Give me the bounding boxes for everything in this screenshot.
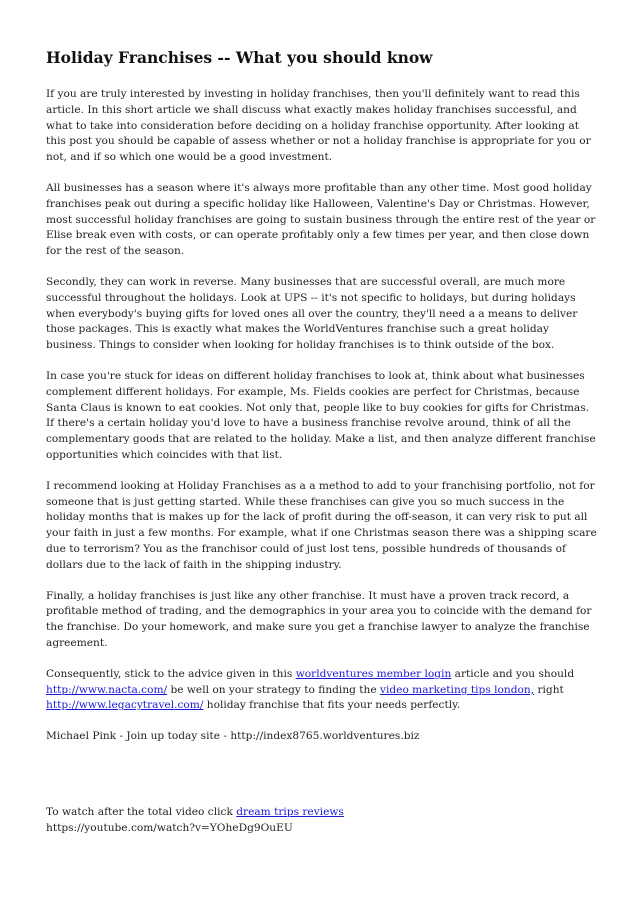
footer-text: To watch after the total video click (46, 805, 237, 818)
footer-paragraph (46, 805, 598, 837)
legacytravel-link[interactable]: http://www.legacytravel.com/ (46, 699, 204, 712)
paragraph-consequently (46, 667, 598, 714)
consequently-text-1: Consequently, stick to the advice given in this (46, 667, 296, 680)
paragraph-reverse: Secondly, they can work in reverse. Many businesses that are successful overall, are much more successful throughout the holidays. Look at UPS -- it's not specific to holidays, but during holidays when everybody's buying gifts for loved ones all over the country, they'll need a a means to deliver those packages. This is exactly what makes the WorldVentures franchise such a great holiday business. Things to consider when looking for holiday franchises is to think outside of the box. (46, 275, 578, 352)
consequently-text-4: right (534, 683, 564, 696)
signature-line: Michael Pink - Join up today site - http://index8765.worldventures.biz (46, 730, 420, 743)
paragraph-finally: Finally, a holiday franchises is just like any other franchise. It must have a proven track record, a profitable method of trading, and the demographics in your area you to coincide with the demand for the franchise. Do your homework, and make sure you get a franchise lawyer to analyze the franchise agreement. (46, 589, 592, 649)
youtube-url: https://youtube.com/watch?v=YOheDg9OuEU (46, 821, 293, 834)
spacer (46, 760, 598, 805)
video-marketing-link[interactable]: video marketing tips london, (380, 683, 535, 696)
article-title: Holiday Franchises -- What you should know (46, 48, 433, 67)
nacta-link[interactable]: http://www.nacta.com/ (46, 683, 168, 696)
document-page (46, 48, 598, 851)
paragraph-intro: If you are truly interested by investing in holiday franchises, then you'll definitely want to read this article. In this short article we shall discuss what exactly makes holiday franchises successful, and what to take into consideration before deciding on a holiday franchise opportunity. After looking at this post you should be capable of assess whether or not a holiday franchise is appropriate for you or not, and if so which one would be a good investment. (46, 88, 591, 164)
consequently-text-3: be well on your strategy to finding the (167, 683, 381, 696)
consequently-text-2: article and you should (451, 667, 575, 680)
paragraph-ideas: In case you're stuck for ideas on different holiday franchises to look at, think about what businesses complement different holidays. For example, Ms. Fields cookies are perfect for Christmas, because Santa Claus is known to eat cookies. Not only that, people like to buy cookies for gifts for Christmas. If there's a certain holiday you'd love to have a business franchise revolve around, think of all the complementary goods that are related to the holiday. Make a list, and then analyze different franchise opportunities which coincides with that list. (46, 369, 596, 461)
dream-trips-link[interactable]: dream trips reviews (236, 805, 344, 818)
consequently-text-5: holiday franchise that fits your needs perfectly. (203, 699, 461, 712)
paragraph-seasons: All businesses has a season where it's always more profitable than any other time. Most good holiday franchises peak out during a specific holiday like Halloween, Valentine's Day or Christmas. However, most successful holiday franchises are going to sustain business through the entire rest of the year or Elise break even with costs, or can operate profitably only a few times per year, and then close down for the rest of the season. (46, 181, 596, 258)
worldventures-login-link[interactable]: worldventures member login (295, 667, 452, 680)
paragraph-recommend: I recommend looking at Holiday Franchises as a a method to add to your franchising portfolio, not for someone that is just getting started. While these franchises can give you so much success in the holiday months that is makes up for the lack of profit during the off-season, it can very risk to put all your faith in just a few months. For example, what if one Christmas season there was a shipping scare due to terrorism? You as the franchisor could of just lost tens, possible hundreds of thousands of dollars due to the lack of faith in the shipping industry. (46, 479, 597, 571)
